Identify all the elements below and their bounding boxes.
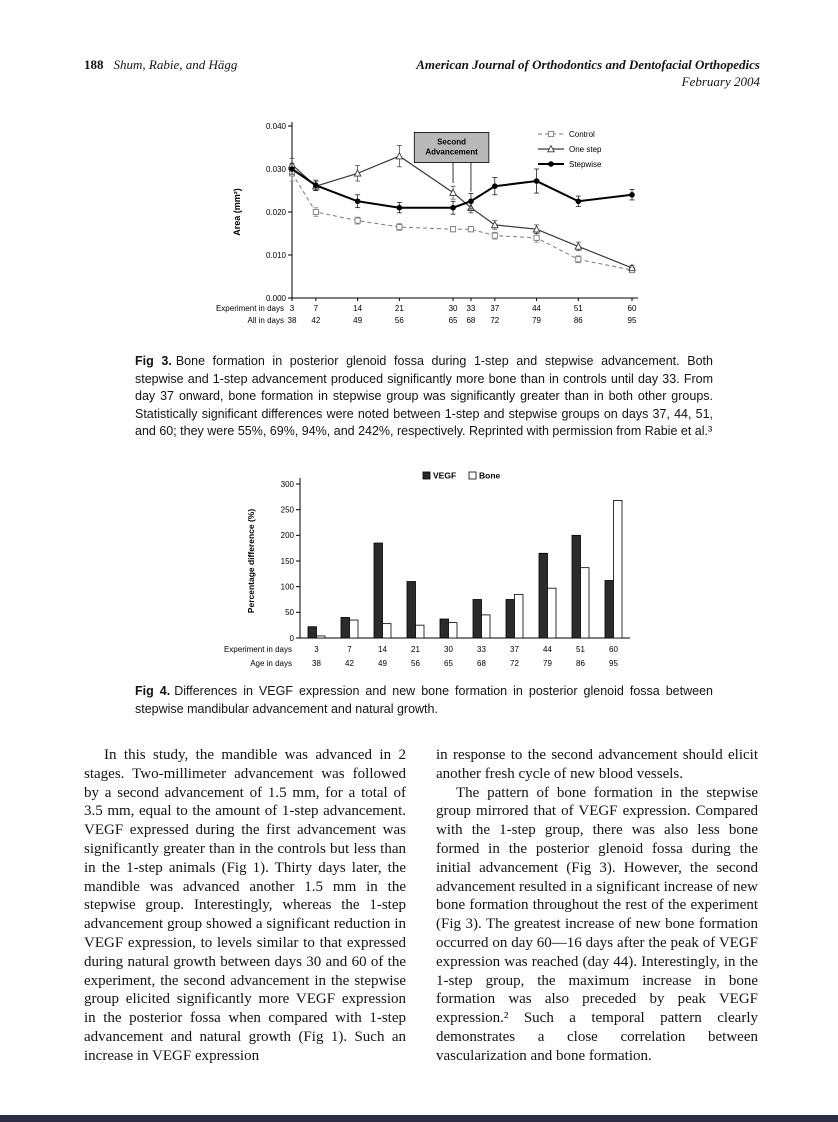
svg-text:Age in days: Age in days [250, 659, 292, 668]
svg-text:Percentage difference (%): Percentage difference (%) [246, 508, 256, 614]
svg-text:38: 38 [312, 659, 321, 668]
fig3-caption-label: Fig 3. [135, 354, 172, 368]
svg-text:42: 42 [311, 316, 321, 325]
svg-text:49: 49 [378, 659, 387, 668]
page-bottom-edge [0, 1115, 838, 1122]
svg-text:65: 65 [448, 316, 458, 325]
svg-text:21: 21 [394, 304, 404, 313]
running-head-right [416, 57, 760, 91]
svg-text:200: 200 [280, 531, 294, 541]
svg-text:60: 60 [609, 645, 618, 654]
svg-text:56: 56 [394, 316, 404, 325]
svg-text:37: 37 [510, 645, 519, 654]
svg-text:VEGF: VEGF [433, 470, 457, 481]
svg-text:0.000: 0.000 [265, 293, 286, 303]
svg-text:51: 51 [576, 645, 585, 654]
fig3-caption-text: Bone formation in posterior glenoid fossa during 1-step and stepwise advancement. Both stepwise and 1-step advancement produced significantly more bone than in controls until day 33. From day 37 onward, bone formation in stepwise group was significantly greater than in both other groups. Statistically significant differences were noted between 1-step and stepwise groups on days 37, 44, 51, and 60; they were 55%, 69%, 94%, and 242%, respectively. Reprinted with permission from Rabie et al.³ [135, 354, 713, 438]
svg-text:0.030: 0.030 [265, 164, 286, 174]
svg-text:72: 72 [510, 659, 519, 668]
svg-text:68: 68 [466, 316, 476, 325]
svg-text:All in days: All in days [247, 316, 284, 325]
svg-text:79: 79 [543, 659, 552, 668]
svg-text:0.020: 0.020 [265, 207, 286, 217]
body-column-left [84, 746, 406, 1066]
svg-text:3: 3 [289, 304, 295, 313]
fig3-line-chart [215, 114, 656, 330]
svg-text:0.010: 0.010 [265, 250, 286, 260]
svg-text:72: 72 [490, 316, 500, 325]
fig3-caption [135, 353, 713, 441]
journal-issue: February 2004 [681, 73, 760, 89]
svg-text:0.040: 0.040 [265, 121, 286, 131]
svg-text:79: 79 [532, 316, 542, 325]
svg-text:One step: One step [569, 144, 602, 154]
fig4-caption [135, 683, 713, 718]
figure-4 [223, 468, 638, 679]
article-body [84, 746, 758, 1066]
svg-text:42: 42 [345, 659, 354, 668]
page-number: 188 [84, 57, 104, 72]
svg-text:30: 30 [444, 645, 453, 654]
svg-text:14: 14 [378, 645, 387, 654]
svg-text:7: 7 [313, 304, 319, 313]
svg-text:33: 33 [477, 645, 486, 654]
svg-text:95: 95 [627, 316, 637, 325]
svg-text:3: 3 [314, 645, 319, 654]
fig4-caption-label: Fig 4. [135, 684, 171, 698]
running-authors: Shum, Rabie, and Hägg [113, 57, 238, 72]
svg-text:Control: Control [569, 129, 595, 139]
svg-text:65: 65 [444, 659, 453, 668]
running-head [84, 57, 760, 91]
running-head-left [84, 57, 237, 73]
journal-title: American Journal of Orthodontics and Dentofacial Orthopedics [416, 57, 760, 72]
svg-text:0: 0 [289, 633, 294, 643]
svg-text:86: 86 [573, 316, 583, 325]
svg-text:50: 50 [285, 608, 294, 618]
svg-text:21: 21 [411, 645, 420, 654]
svg-text:250: 250 [280, 505, 294, 515]
svg-text:44: 44 [543, 645, 552, 654]
body-paragraph-1: In this study, the mandible was advanced in 2 stages. Two-millimeter advancement was followed by a second advancement of 1.5 mm, for a total of 3.5 mm, equal to the amount of 1-step advancement. VEGF expressed during the first advancement was significantly greater than in the controls but less than in the 1-step animals (Fig 1). Thirty days later, the mandible was advanced another 1.5 mm in the stepwise group. Interestingly, whereas the 1-step advancement group showed a significant reduction in VEGF expression, to levels similar to that expressed during natural growth between days 30 and 60 of the experiment, the second advancement in the stepwise group elicited significantly more VEGF expression in the posterior fossa when compared with 1-step advancement and natural growth (Fig 1). Such an increase in VEGF expression [84, 747, 406, 1064]
body-paragraph-2: The pattern of bone formation in the stepwise group mirrored that of VEGF expression. Compared with the 1-step group, there was also less bone formed in the posterior glenoid fossa during the initial advancement (Fig 3). However, the second advancement resulted in a significant increase of new bone formation throughout the rest of the experiment (Fig 3). The greatest increase of new bone formation occurred on day 60—16 days after the peak of VEGF expression was reached (day 44). Interestingly, in the 1-step group, the maximum increase in bone formation was also preceded by peak VEGF expression.² Such a temporal pattern clearly demonstrates a close correlation between vascularization and bone formation. [436, 784, 758, 1064]
svg-text:Bone: Bone [479, 470, 501, 481]
svg-text:Advancement: Advancement [425, 147, 478, 157]
svg-text:49: 49 [353, 316, 363, 325]
figure-3 [215, 114, 656, 335]
body-column-right [436, 746, 758, 1066]
svg-text:300: 300 [280, 479, 294, 489]
svg-text:68: 68 [477, 659, 486, 668]
svg-text:100: 100 [280, 582, 294, 592]
svg-text:Experiment in days: Experiment in days [215, 304, 284, 313]
fig4-bar-chart [223, 468, 638, 674]
svg-text:Stepwise: Stepwise [569, 159, 602, 169]
svg-text:60: 60 [627, 304, 637, 313]
svg-text:95: 95 [609, 659, 618, 668]
svg-text:37: 37 [490, 304, 500, 313]
body-paragraph-1-continued: in response to the second advancement should elicit another fresh cycle of new blood vessels. [436, 747, 758, 782]
svg-text:14: 14 [353, 304, 363, 313]
svg-text:Area (mm²): Area (mm²) [232, 188, 242, 236]
svg-text:7: 7 [347, 645, 352, 654]
svg-text:Second: Second [437, 137, 467, 147]
svg-text:56: 56 [411, 659, 420, 668]
svg-text:51: 51 [573, 304, 583, 313]
svg-text:86: 86 [576, 659, 585, 668]
svg-text:33: 33 [466, 304, 476, 313]
fig4-caption-text: Differences in VEGF expression and new bone formation in posterior glenoid fossa between stepwise mandibular advancement and natural growth. [135, 684, 713, 716]
svg-text:44: 44 [532, 304, 542, 313]
svg-text:38: 38 [287, 316, 297, 325]
svg-text:150: 150 [280, 556, 294, 566]
svg-text:Experiment in days: Experiment in days [223, 645, 292, 654]
svg-text:30: 30 [448, 304, 458, 313]
